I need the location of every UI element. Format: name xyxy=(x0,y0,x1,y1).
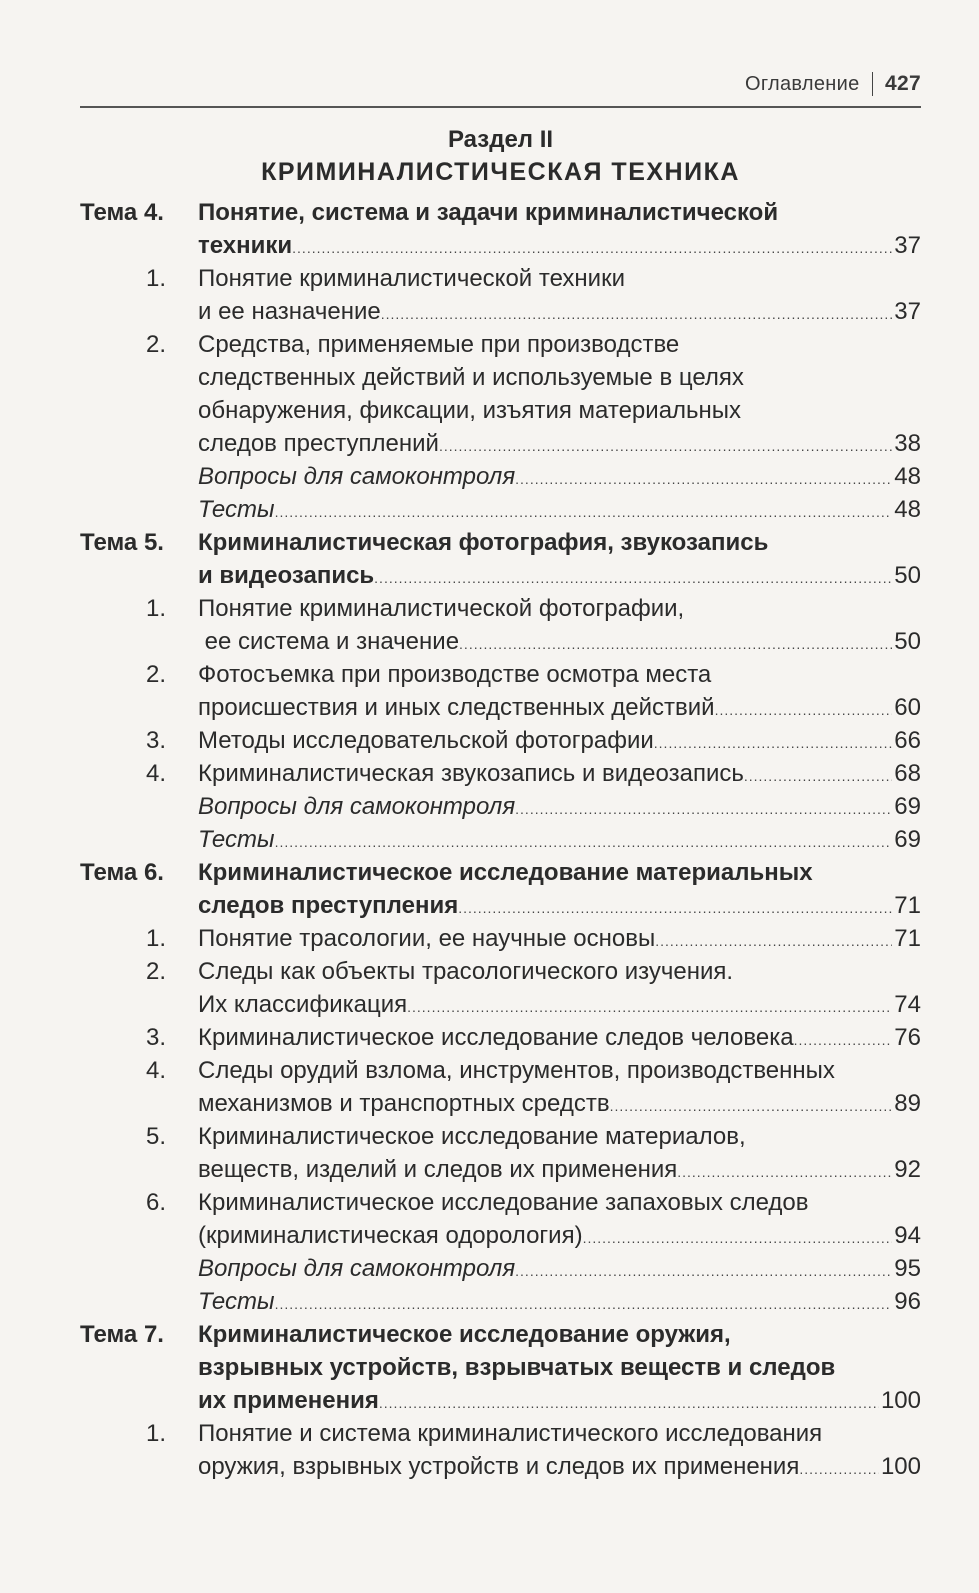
topic-label: Тема 7. xyxy=(80,1321,164,1348)
toc-entry-line xyxy=(80,1087,921,1120)
toc-item xyxy=(80,724,921,757)
topic-label: Тема 6. xyxy=(80,859,164,886)
running-title: Оглавление xyxy=(745,72,860,95)
page-ref: 50 xyxy=(894,628,921,655)
item-text-line: следов преступлений xyxy=(198,430,439,457)
toc-item xyxy=(80,262,921,295)
toc-entry-line xyxy=(80,1153,921,1186)
toc-item xyxy=(80,1120,921,1153)
item-text-line: веществ, изделий и следов их применения xyxy=(198,1156,678,1183)
toc-questions xyxy=(80,1252,921,1285)
page-ref: 50 xyxy=(894,562,921,589)
topic-title-line: следов преступления xyxy=(198,892,459,919)
item-number: 2. xyxy=(145,661,166,688)
leader-dots xyxy=(275,1285,893,1321)
item-text-line: оружия, взрывных устройств и следов их применения xyxy=(198,1453,800,1480)
leader-dots xyxy=(379,1384,879,1420)
toc-entry-line xyxy=(80,427,921,460)
page-ref: 74 xyxy=(894,991,921,1018)
toc-entry-line xyxy=(80,889,921,922)
leader-dots xyxy=(407,988,892,1024)
item-text-line: Следы как объекты трасологического изучения. xyxy=(198,958,734,985)
topic-title-line: техники xyxy=(198,232,293,259)
toc-entry-line xyxy=(80,625,921,658)
item-number: 1. xyxy=(145,265,166,292)
leader-dots xyxy=(275,823,893,859)
page-ref: 95 xyxy=(894,1255,921,1282)
topic-title-line: их применения xyxy=(198,1387,379,1414)
running-head xyxy=(745,72,921,96)
page-ref: 76 xyxy=(894,1024,921,1051)
page-ref: 100 xyxy=(880,1387,921,1414)
leader-dots xyxy=(459,625,892,661)
toc-questions xyxy=(80,790,921,823)
item-text-line: происшествия и иных следственных действий xyxy=(198,694,715,721)
toc-tests xyxy=(80,493,921,526)
item-text-line: Их классификация xyxy=(198,991,408,1018)
page-ref: 60 xyxy=(894,694,921,721)
item-text-line: Фотосъемка при производстве осмотра места xyxy=(198,661,712,688)
item-number: 2. xyxy=(145,958,166,985)
page-ref: 71 xyxy=(894,892,921,919)
toc-item xyxy=(80,757,921,790)
item-number: 1. xyxy=(145,595,166,622)
page-ref: 37 xyxy=(894,298,921,325)
leader-dots xyxy=(799,1450,879,1486)
toc-entry-line xyxy=(80,361,921,394)
topic-label: Тема 5. xyxy=(80,529,164,556)
leader-dots xyxy=(275,493,893,529)
page-ref: 38 xyxy=(894,430,921,457)
tests-label: Тесты xyxy=(198,496,275,523)
toc-item xyxy=(80,328,921,361)
toc-tests xyxy=(80,823,921,856)
item-text-line: следственных действий и используемые в целях xyxy=(198,364,744,391)
leader-dots xyxy=(583,1219,893,1255)
toc-entry-line xyxy=(80,691,921,724)
toc-entry-line xyxy=(80,1384,921,1417)
item-number: 2. xyxy=(145,331,166,358)
toc-item xyxy=(80,1054,921,1087)
leader-dots xyxy=(515,1252,892,1288)
topic-title-line: Криминалистическое исследование оружия, xyxy=(198,1321,731,1348)
topic-title-line: Понятие, система и задачи криминалистической xyxy=(198,199,779,226)
item-text-line: Понятие трасологии, ее научные основы xyxy=(198,925,656,952)
page-number: 427 xyxy=(885,72,921,95)
page-ref: 94 xyxy=(894,1222,921,1249)
item-text-line: Понятие криминалистической фотографии, xyxy=(198,595,685,622)
leader-dots xyxy=(515,460,892,496)
page-ref: 92 xyxy=(894,1156,921,1183)
item-number: 3. xyxy=(145,727,166,754)
page-ref: 48 xyxy=(894,463,921,490)
toc-topic-5 xyxy=(80,526,921,559)
section-title: КРИМИНАЛИСТИЧЕСКАЯ ТЕХНИКА xyxy=(261,158,740,186)
leader-dots xyxy=(292,229,892,265)
leader-dots xyxy=(515,790,892,826)
leader-dots xyxy=(715,691,893,727)
item-text-line: Криминалистическое исследование следов человека xyxy=(198,1024,794,1051)
questions-label: Вопросы для самоконтроля xyxy=(198,463,516,490)
item-text-line: (криминалистическая одорология) xyxy=(198,1222,583,1249)
leader-dots xyxy=(744,757,892,793)
item-number: 3. xyxy=(145,1024,166,1051)
page-ref: 69 xyxy=(894,793,921,820)
toc-item xyxy=(80,1186,921,1219)
toc-entry-line xyxy=(80,988,921,1021)
page-ref: 69 xyxy=(894,826,921,853)
section-heading xyxy=(80,125,921,189)
item-number: 1. xyxy=(145,925,166,952)
item-text-line: Криминалистическое исследование запаховых следов xyxy=(198,1189,809,1216)
leader-dots xyxy=(610,1087,893,1123)
topic-title-line: Криминалистическая фотография, звукозапись xyxy=(198,529,769,556)
questions-label: Вопросы для самоконтроля xyxy=(198,793,516,820)
page-ref: 96 xyxy=(894,1288,921,1315)
leader-dots xyxy=(374,559,892,595)
toc-entry-line xyxy=(80,1219,921,1252)
page-ref: 48 xyxy=(894,496,921,523)
toc-entry-line xyxy=(80,559,921,592)
leader-dots xyxy=(439,427,892,463)
leader-dots xyxy=(677,1153,892,1189)
item-text-line: Понятие и система криминалистического исследования xyxy=(198,1420,823,1447)
item-text-line: механизмов и транспортных средств xyxy=(198,1090,610,1117)
toc-tests xyxy=(80,1285,921,1318)
toc-item xyxy=(80,1021,921,1054)
toc-item xyxy=(80,658,921,691)
toc-topic-6 xyxy=(80,856,921,889)
toc-item xyxy=(80,922,921,955)
header-separator xyxy=(872,72,874,96)
topic-label: Тема 4. xyxy=(80,199,164,226)
item-text-line: обнаружения, фиксации, изъятия материальных xyxy=(198,397,742,424)
toc-entry-line xyxy=(80,229,921,262)
item-number: 6. xyxy=(145,1189,166,1216)
section-label: Раздел II xyxy=(447,126,554,153)
page-ref: 89 xyxy=(894,1090,921,1117)
item-text-line: Следы орудий взлома, инструментов, производственных xyxy=(198,1057,835,1084)
toc-entry-line xyxy=(80,1351,921,1384)
toc-item xyxy=(80,592,921,625)
tests-label: Тесты xyxy=(198,1288,275,1315)
leader-dots xyxy=(654,724,893,760)
item-text-line: и ее назначение xyxy=(198,298,381,325)
page-ref: 71 xyxy=(894,925,921,952)
item-number: 5. xyxy=(145,1123,166,1150)
page-ref: 37 xyxy=(894,232,921,259)
toc-topic-7 xyxy=(80,1318,921,1351)
leader-dots xyxy=(458,889,892,925)
item-text-line: Понятие криминалистической техники xyxy=(198,265,625,292)
table-of-contents xyxy=(80,196,921,1483)
topic-title-line: взрывных устройств, взрывчатых веществ и следов xyxy=(198,1354,836,1381)
toc-item xyxy=(80,1417,921,1450)
page-ref: 100 xyxy=(880,1453,921,1480)
toc-entry-line xyxy=(80,394,921,427)
toc-questions xyxy=(80,460,921,493)
leader-dots xyxy=(794,1021,893,1057)
item-number: 4. xyxy=(145,1057,166,1084)
page-ref: 66 xyxy=(894,727,921,754)
leader-dots xyxy=(655,922,892,958)
item-number: 1. xyxy=(145,1420,166,1447)
toc-entry-line xyxy=(80,1450,921,1483)
questions-label: Вопросы для самоконтроля xyxy=(198,1255,516,1282)
item-text-line: Криминалистическая звукозапись и видеозапись xyxy=(198,760,744,787)
page-ref: 68 xyxy=(894,760,921,787)
header-rule xyxy=(80,106,921,108)
item-text-line: Методы исследовательской фотографии xyxy=(198,727,654,754)
topic-title-line: Криминалистическое исследование материальных xyxy=(198,859,813,886)
toc-topic-4 xyxy=(80,196,921,229)
item-number: 4. xyxy=(145,760,166,787)
topic-title-line: и видеозапись xyxy=(198,562,375,589)
tests-label: Тесты xyxy=(198,826,275,853)
toc-entry-line xyxy=(80,295,921,328)
toc-item xyxy=(80,955,921,988)
item-text-line: Криминалистическое исследование материалов, xyxy=(198,1123,746,1150)
item-text-line: Средства, применяемые при производстве xyxy=(198,331,680,358)
item-text-line: ее система и значение xyxy=(198,628,460,655)
leader-dots xyxy=(381,295,893,331)
